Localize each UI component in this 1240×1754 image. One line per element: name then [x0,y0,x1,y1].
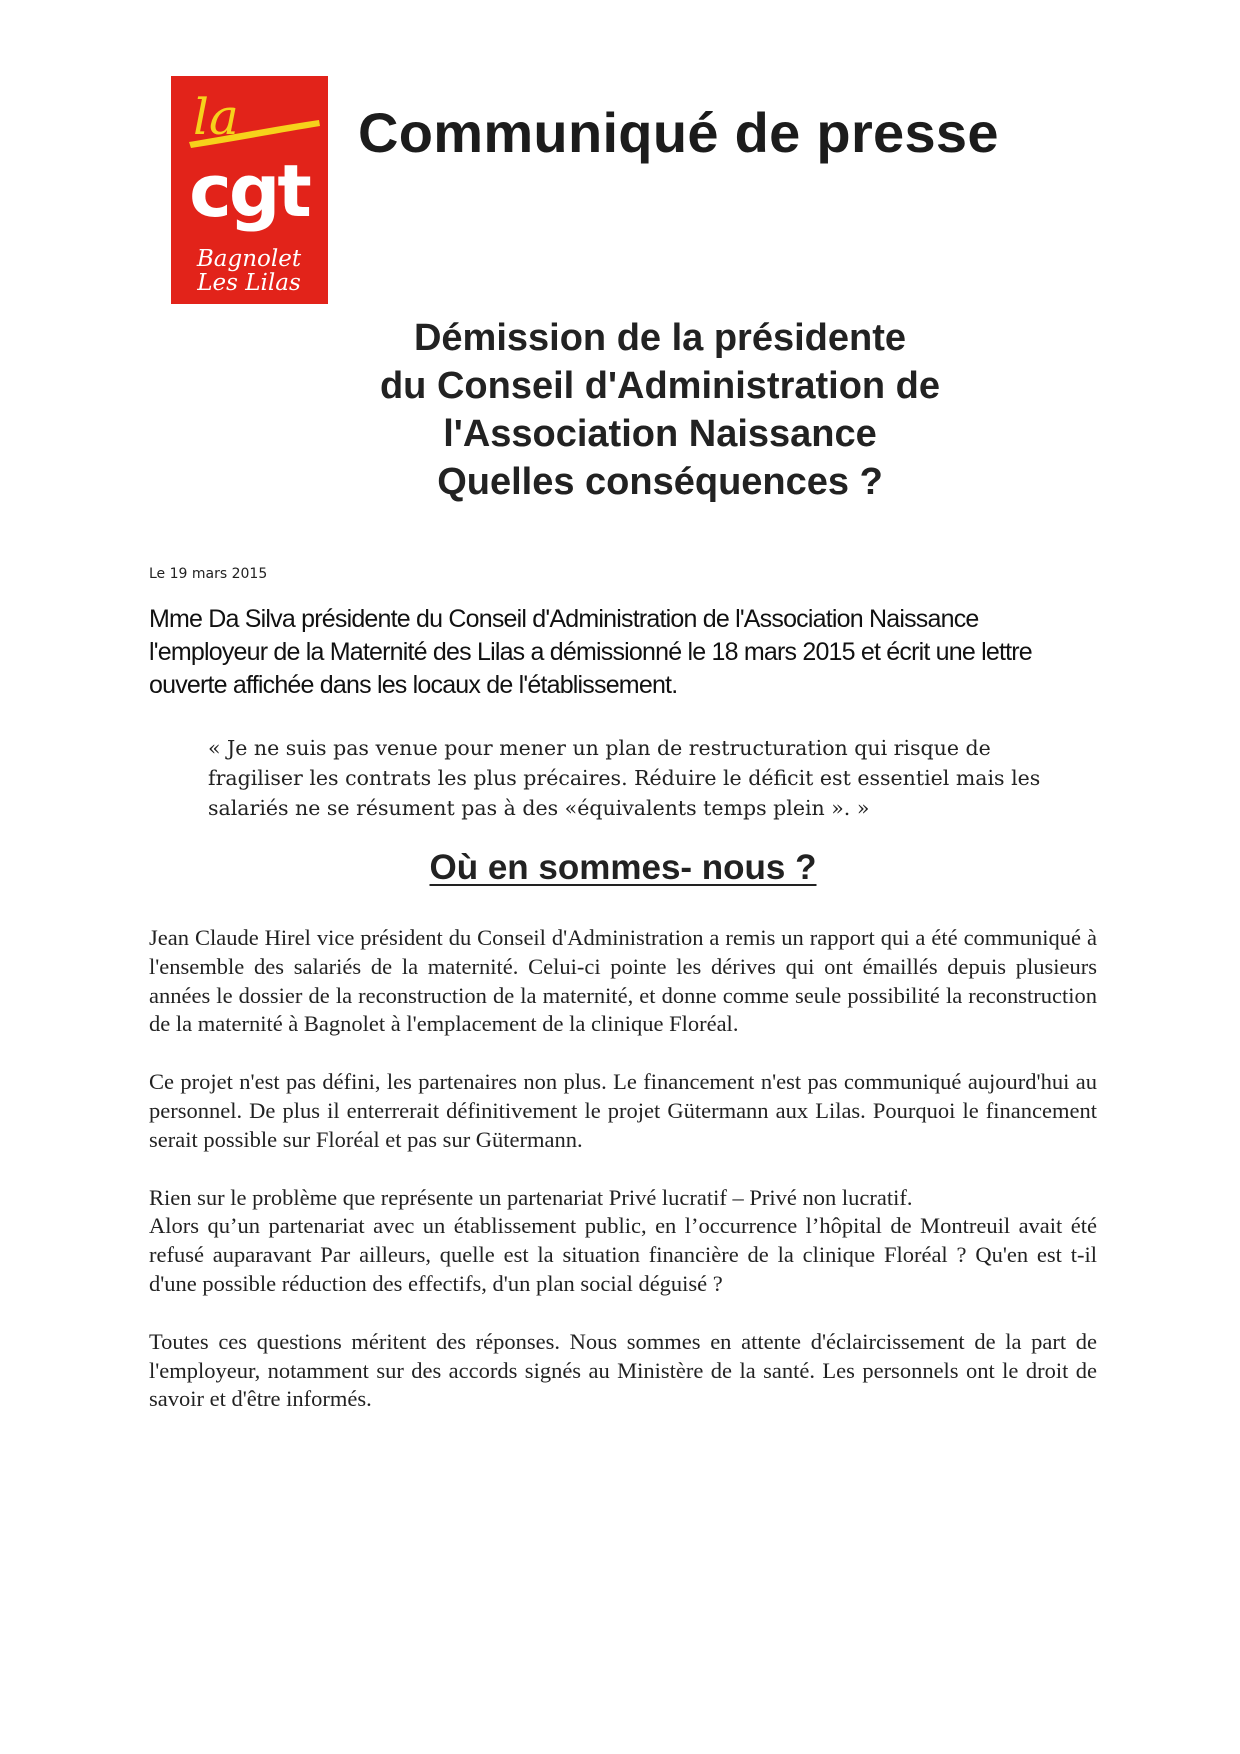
section-title-text: Où en sommes- nous ? [429,848,817,887]
logo-bagnolet-text: Bagnolet [196,246,302,272]
headline-line: du Conseil d'Administration de [379,365,941,407]
section-title [149,848,1097,888]
lead-paragraph: Mme Da Silva présidente du Conseil d'Administration de l'Association Naissance l'employeur de la Maternité des Lilas a démissionné le 18 mars 2015 et écrit une lettre ouverte affichée dans les locaux de l'établissement. [149,605,1032,699]
headline-line: Démission de la présidente [413,317,907,359]
logo-cgt-text: cgt [189,149,309,233]
page-title: Communiqué de presse [358,101,999,164]
body-paragraph: Ce projet n'est pas défini, les partenaires non plus. Le financement n'est pas communiqué aujourd'hui au personnel. De plus il enterrerait définitivement le projet Gütermann aux Lilas. Pourquoi le financement serait possible sur Floréal et pas sur Gütermann. [149,1069,1097,1152]
quote-block: « Je ne suis pas venue pour mener un plan de restructuration qui risque de fragiliser les contrats les plus précaires. Réduire le déficit est essentiel mais les salariés ne se résument pas à des «équivalents temps plein ». » [208,736,1041,820]
cgt-logo-graphic [171,76,328,304]
body-paragraph: Toutes ces questions méritent des réponses. Nous sommes en attente d'éclaircissement de la part de l'employeur, notamment sur des accords signés au Ministère de la santé. Les personnels ont le droit de savoir et d'être informés. [149,1328,1097,1412]
cgt-logo [171,76,328,304]
body-paragraph: Rien sur le problème que représente un partenariat Privé lucratif – Privé non lucratif. [149,1184,913,1210]
body-text [149,924,1097,1443]
body-paragraph: Alors qu’un partenariat avec un établissement public, en l’occurrence l’hôpital de Montreuil avait été refusé auparavant Par ailleurs, quelle est la situation financière de la clinique Floréal ? Qu'en est t-il d'une possible réduction des effectifs, d'un plan social déguisé ? [149,1213,1097,1296]
logo-les-lilas-text: Les Lilas [197,270,301,296]
date-line: Le 19 mars 2015 [149,566,268,582]
logo-la-text: la [193,88,239,146]
headline-line: l'Association Naissance [443,413,877,455]
headline-line: Quelles conséquences ? [437,461,883,503]
headline [300,314,1020,506]
body-paragraph: Jean Claude Hirel vice président du Conseil d'Administration a remis un rapport qui a été communiqué à l'ensemble des salariés de la maternité. Celui-ci pointe les dérives qui ont émaillés depuis plusieurs années le dossier de la reconstruction de la maternité, et donne comme seule possibilité la reconstruction de la maternité à Bagnolet à l'emplacement de la clinique Floréal. [149,925,1097,1037]
